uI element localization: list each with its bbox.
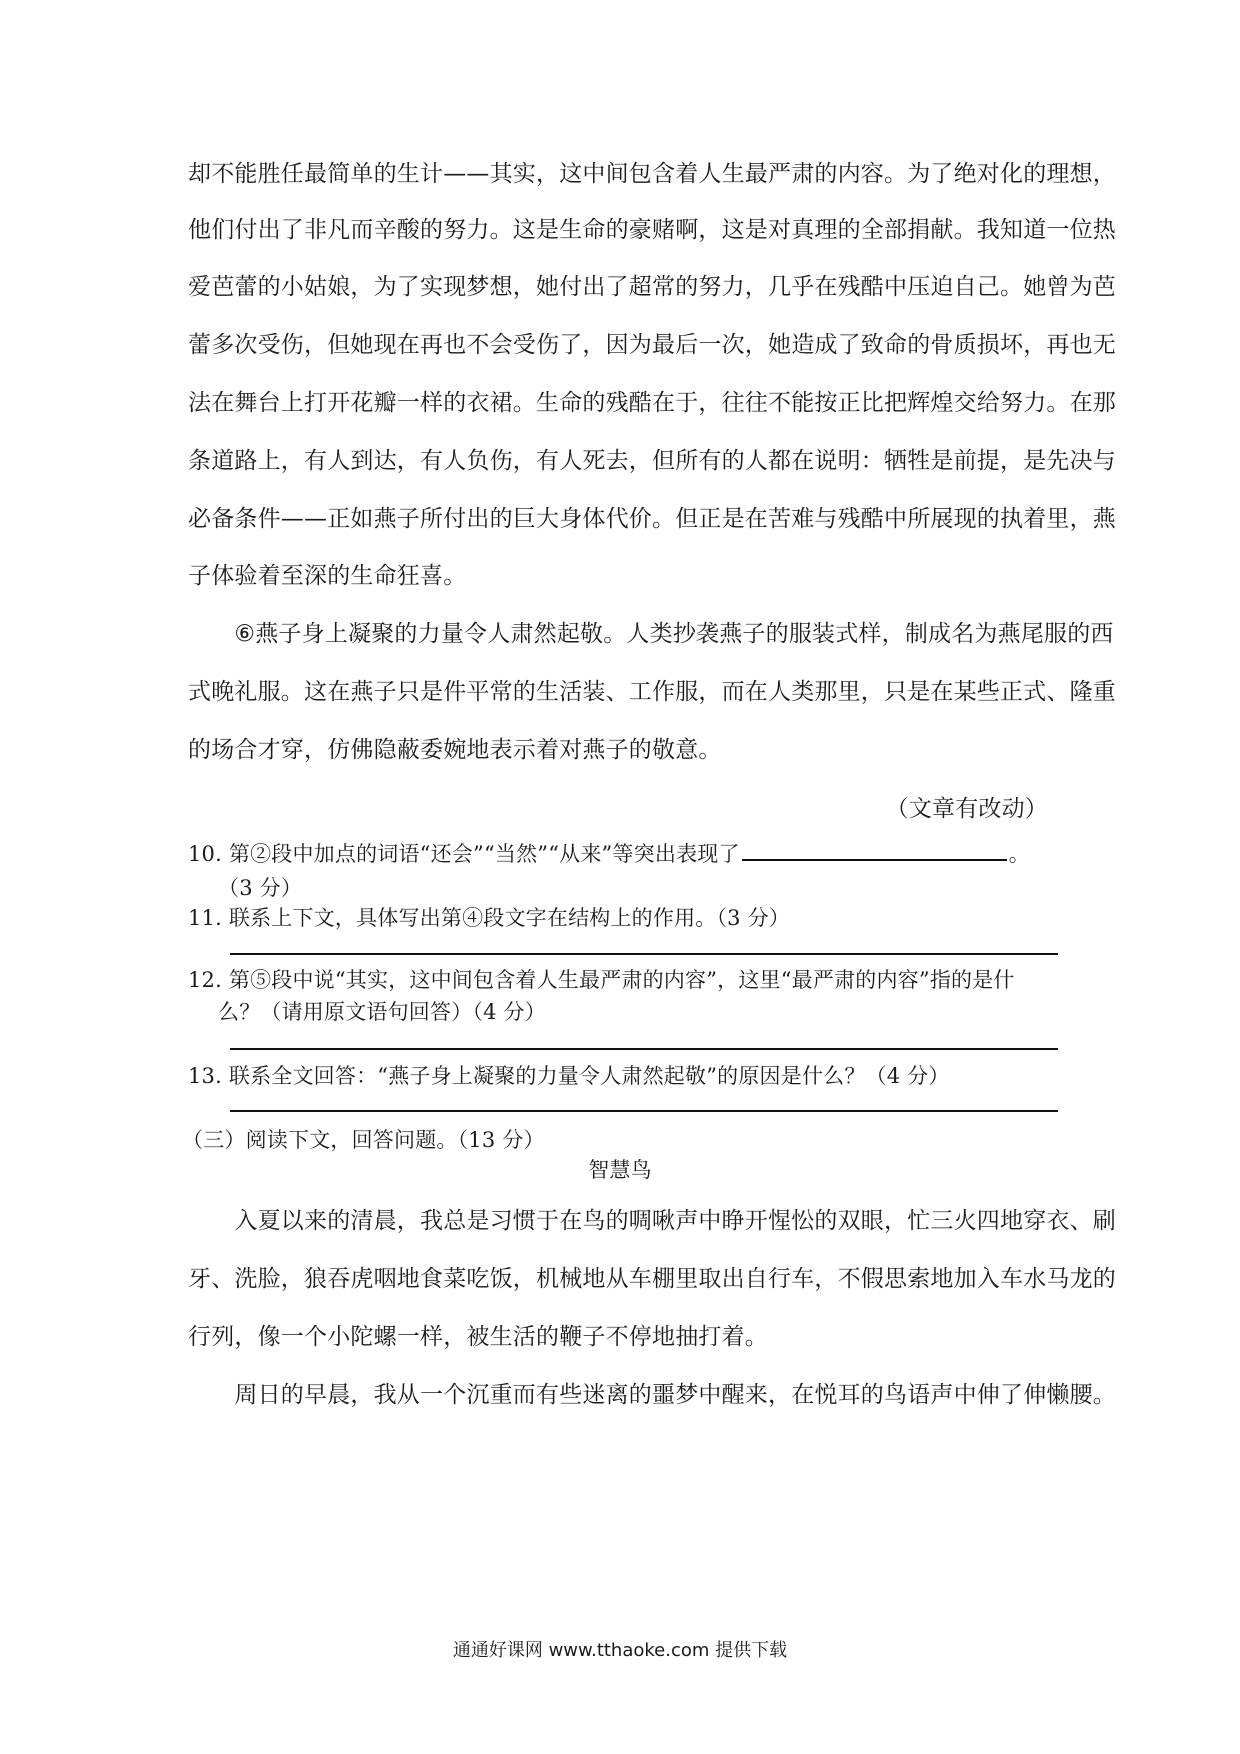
passage-line: ⑥燕子身上凝聚的力量令人肃然起敬。人类抄袭燕子的服装式样，制成名为燕尾服的西 bbox=[188, 621, 1114, 647]
passage-line: 的场合才穿，仿佛隐蔽委婉地表示着对燕子的敬意。 bbox=[188, 737, 722, 763]
passage-line: 爱芭蕾的小姑娘，为了实现梦想，她付出了超常的努力，几乎在残酷中压迫自己。她曾为芭 bbox=[188, 274, 1116, 300]
question-10-score: （3 分） bbox=[218, 876, 303, 900]
passage-line: 子体验着至深的生命狂喜。 bbox=[188, 563, 467, 589]
question-13: 13. 联系全文回答：“燕子身上凝聚的力量令人肃然起敬”的原因是什么？（4 分） bbox=[188, 1064, 950, 1088]
question-12-line1: 12. 第⑤段中说“其实，这中间包含着人生最严肃的内容”，这里“最严肃的内容”指的是什 bbox=[188, 968, 1015, 992]
question-10-end: 。 bbox=[1008, 842, 1030, 866]
passage-line: 法在舞台上打开花瓣一样的衣裙。生命的残酷在于，往往不能按正比把辉煌交给努力。在那 bbox=[188, 390, 1116, 416]
article-line: 入夏以来的清晨，我总是习惯于在鸟的啁啾声中睁开惺忪的双眼，忙三火四地穿衣、刷 bbox=[188, 1208, 1116, 1234]
answer-line[interactable] bbox=[230, 953, 1058, 955]
section-heading: （三）阅读下文，回答问题。（13 分） bbox=[182, 1128, 545, 1152]
answer-line[interactable] bbox=[230, 1110, 1058, 1112]
passage-line: 条道路上，有人到达，有人负伤，有人死去，但所有的人都在说明：牺牲是前提，是先决与 bbox=[188, 448, 1116, 474]
question-10 bbox=[188, 838, 1058, 868]
question-12-line2: 么？（请用原文语句回答）（4 分） bbox=[218, 1000, 546, 1024]
passage-line: 式晚礼服。这在燕子只是件平常的生活装、工作服，而在人类那里，只是在某些正式、隆重 bbox=[188, 679, 1116, 705]
question-10-text: 10. 第②段中加点的词语“还会”“当然”“从来”等突出表现了 bbox=[188, 842, 740, 866]
page-footer: 通通好课网 www.tthaoke.com 提供下载 bbox=[452, 1640, 788, 1661]
passage-line: 却不能胜任最简单的生计——其实，这中间包含着人生最严肃的内容。为了绝对化的理想， bbox=[188, 161, 1116, 187]
passage-line: 必备条件——正如燕子所付出的巨大身体代价。但正是在苦难与残酷中所展现的执着里，燕 bbox=[188, 506, 1116, 532]
source-note: （文章有改动） bbox=[885, 796, 1048, 822]
question-11: 11. 联系上下文，具体写出第④段文字在结构上的作用。（3 分） bbox=[188, 906, 791, 930]
answer-line[interactable] bbox=[230, 1048, 1058, 1050]
article-line: 行列，像一个小陀螺一样，被生活的鞭子不停地抽打着。 bbox=[188, 1324, 768, 1350]
passage-line: 蕾多次受伤，但她现在再也不会受伤了，因为最后一次，她造成了致命的骨质损坏，再也无 bbox=[188, 332, 1116, 358]
article-title: 智慧鸟 bbox=[588, 1158, 652, 1182]
passage-line: 他们付出了非凡而辛酸的努力。这是生命的豪赌啊，这是对真理的全部捐献。我知道一位热 bbox=[188, 217, 1116, 243]
article-line: 周日的早晨，我从一个沉重而有些迷离的噩梦中醒来，在悦耳的鸟语声中伸了伸懒腰。 bbox=[188, 1382, 1116, 1408]
article-line: 牙、洗脸，狼吞虎咽地食菜吃饭，机械地从车棚里取出自行车，不假思索地加入车水马龙的 bbox=[188, 1266, 1116, 1292]
answer-blank[interactable] bbox=[742, 841, 1007, 861]
